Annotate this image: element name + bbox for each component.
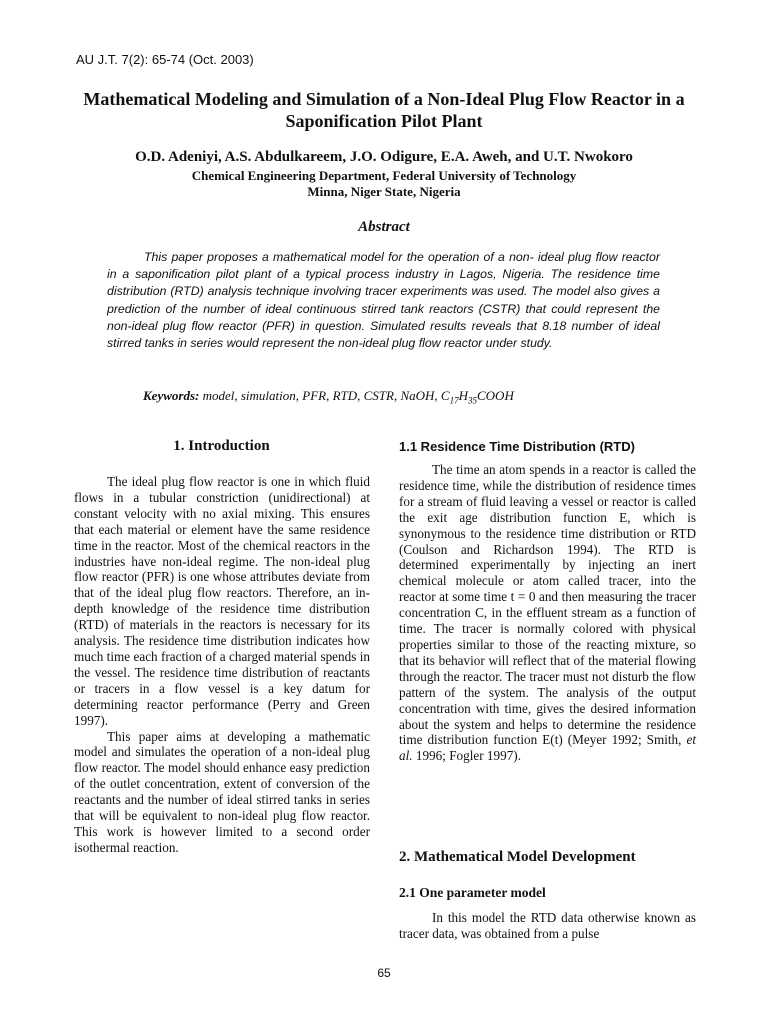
rtd-paragraph-end: 1996; Fogler 1997). — [415, 748, 521, 764]
keywords-line — [143, 388, 514, 406]
right-column-lower — [399, 910, 696, 942]
keywords-sub-1: 17 — [449, 395, 459, 406]
model-paragraph: In this model the RTD data otherwise known as tracer data, was obtained from a pulse — [399, 910, 696, 941]
keywords-text: model, simulation, PFR, RTD, CSTR, NaOH, C — [202, 388, 450, 403]
section-2-1-heading: 2.1 One parameter model — [399, 885, 546, 900]
intro-paragraph-1: The ideal plug flow reactor is one in which fluid flows in a tubular constriction (unidirectional) at constant velocity with no axial mixing. This ensures that each material or element have the same residence time in the reactor. Most of the chemical reactors in the industries have non-ideal regime. The non-ideal plug flow reactor (PFR) is one whose attributes deviate from that of the ideal plug flow reactors. Therefore, an in-depth knowledge of the residence time distribution (RTD) of materials in the reactors is necessary for its analysis. The residence time distribution indicates how much time each fraction of a charged material spends in the vessel. The residence time distribution of reactants or tracers in a flow vessel is a key datum for determining reactor performance (Perry and Green 1997). — [74, 474, 370, 728]
affiliation-line-1: Chemical Engineering Department, Federal University of Technology — [191, 168, 577, 183]
section-1-heading: 1. Introduction — [173, 438, 270, 454]
abstract-text: This paper proposes a mathematical model for the operation of a non- ideal plug flow reactor in a saponification pilot plant of a typical process industry in Lagos, Nigeria. The residence time distribution (RTD) analysis technique involving tracer experiments was used. The model also gives a prediction of the number of ideal continuous stirred tank reactors (CSTR) that could represent the non-ideal plug flow reactor (PFR) in question. Simulated results reveals that 8.18 number of ideal stirred tanks in series would represent the non-ideal plug flow reactor under study. — [107, 250, 660, 351]
left-column — [74, 474, 370, 856]
rtd-et-al: et al. — [399, 732, 696, 764]
page-number: 65 — [377, 966, 391, 980]
rtd-paragraph — [399, 462, 696, 764]
keywords-mid: H — [458, 388, 468, 403]
journal-reference: AU J.T. 7(2): 65-74 (Oct. 2003) — [76, 52, 254, 67]
keywords-label: Keywords: — [143, 388, 200, 403]
right-column — [399, 462, 696, 764]
keywords-end: COOH — [477, 388, 514, 403]
section-2-heading: 2. Mathematical Model Development — [399, 849, 636, 865]
rtd-paragraph-text: The time an atom spends in a reactor is called the residence time, while the distribution of residence times for a stream of fluid leaving a vessel or reactor is called the exit age distribution function E, which is synonymous to the residence time distribution or RTD (Coulson and Richardson 1994). The RTD is determined experimentally by injecting an inert chemical molecule or atom called tracer, into the reactor at some time t = 0 and then measuring the tracer concentration C, in the effluent stream as a function of time. The tracer is normally colored with physical properties similar to those of the reacting mixture, so that its behavior will reflect that of the material flowing through the reactor. The tracer must not disturb the flow pattern of the system. The analysis of the output concentration with time, gives the desired information about the system and helps to determine the residence time distribution function E(t) (Meyer 1992; Smith, — [399, 462, 696, 748]
section-1-1-heading: 1.1 Residence Time Distribution (RTD) — [399, 439, 635, 454]
paper-title: Mathematical Modeling and Simulation of a Non-Ideal Plug Flow Reactor in a Saponification Pilot Plant — [83, 89, 685, 131]
affiliation-line-2: Minna, Niger State, Nigeria — [307, 184, 461, 199]
abstract-heading: Abstract — [358, 219, 410, 235]
keywords-sub-2: 35 — [468, 395, 477, 406]
intro-paragraph-2: This paper aims at developing a mathematic model and simulates the operation of a non-ideal plug flow reactor. The model should enhance easy prediction of the outlet concentration, extent of conversion of the reactants and the number of ideal stirred tanks in series that will be equivalent to non-ideal plug flow reactor. This work is however limited to a second order isothermal reaction. — [74, 728, 370, 855]
author-list: O.D. Adeniyi, A.S. Abdulkareem, J.O. Odigure, E.A. Aweh, and U.T. Nwokoro — [135, 149, 633, 165]
